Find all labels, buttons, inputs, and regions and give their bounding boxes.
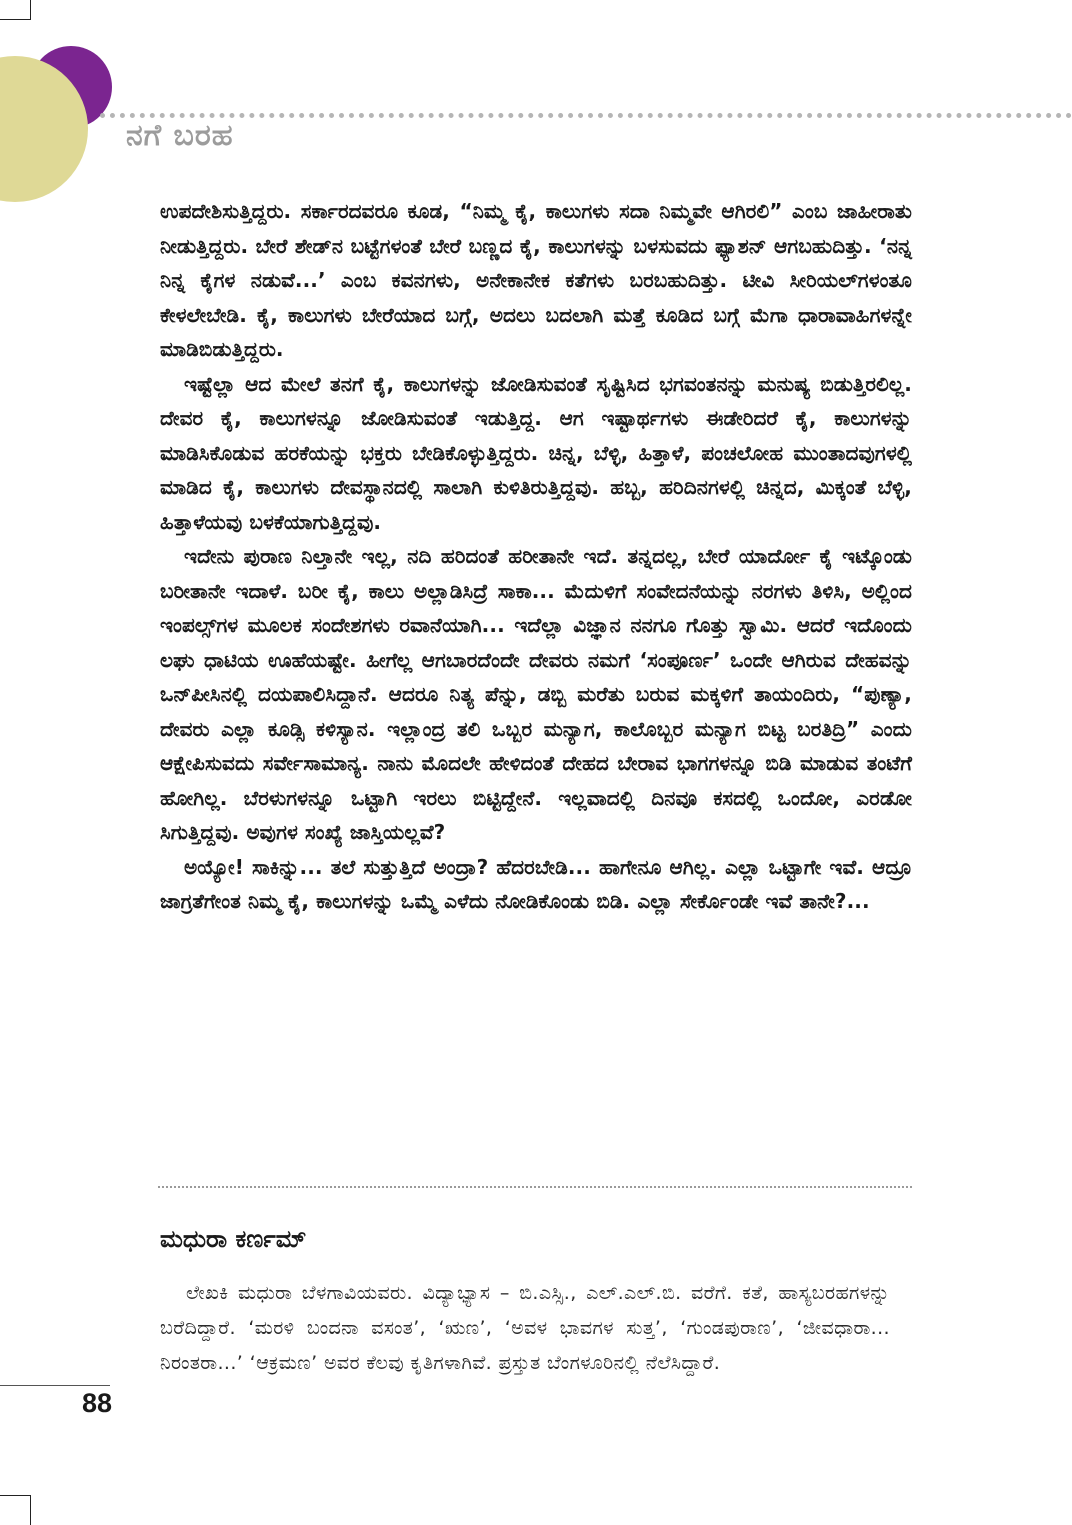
crop-mark-top-horizontal: [0, 19, 31, 20]
crop-mark-bottom-horizontal: [0, 1495, 31, 1496]
page-number-rule: [0, 1385, 110, 1386]
crop-mark-bottom-vertical: [30, 1495, 31, 1525]
article-paragraph: ಇದೇನು ಪುರಾಣ ನಿಲ್ತಾನೇ ಇಲ್ಲ, ನದಿ ಹರಿದಂತೆ ಹರೀತಾನೇ ಇದೆ. ತನ್ನದಲ್ಲ, ಬೇರೆ ಯಾರ್ದೋ ಕೈ ಇಟ್ಕೊಂಡು ಬರೀತಾನೇ ಇದಾಳೆ. ಬರೀ ಕೈ, ಕಾಲು ಅಲ್ಲಾಡಿಸಿದ್ರೆ ಸಾಕಾ... ಮೆದುಳಿಗೆ ಸಂವೇದನೆಯನ್ನು ನರಗಳು ತಿಳಿಸಿ, ಅಲ್ಲಿಂದ ಇಂಪಲ್ಸ್‌ಗಳ ಮೂಲಕ ಸಂದೇಶಗಳು ರವಾನೆಯಾಗಿ... ಇದೆಲ್ಲಾ ವಿಜ್ಞಾನ ನನಗೂ ಗೊತ್ತು ಸ್ವಾಮಿ. ಆದರೆ ಇದೊಂದು ಲಘು ಧಾಟಿಯ ಊಹೆಯಷ್ಟೇ. ಹೀಗೆಲ್ಲ ಆಗಬಾರದೆಂದೇ ದೇವರು ನಮಗೆ ‘ಸಂಪೂರ್ಣ’ ಒಂದೇ ಆಗಿರುವ ದೇಹವನ್ನು ಒನ್‌ಪೀಸಿನಲ್ಲಿ ದಯಪಾಲಿಸಿದ್ದಾನೆ. ಆದರೂ ನಿತ್ಯ ಪೆನ್ನು, ಡಬ್ಬಿ ಮರೆತು ಬರುವ ಮಕ್ಕಳಿಗೆ ತಾಯಂದಿರು, “ಪುಣ್ಯಾ, ದೇವರು ಎಲ್ಲಾ ಕೂಡ್ಸಿ ಕಳಿಸ್ಯಾನ. ಇಲ್ಲಾಂದ್ರ ತಲಿ ಒಬ್ಬರ ಮನ್ಯಾಗ, ಕಾಲೊಬ್ಬರ ಮನ್ಯಾಗ ಬಿಟ್ಟ ಬರತಿದ್ರಿ” ಎಂದು ಆಕ್ಷೇಪಿಸುವದು ಸರ್ವೇಸಾಮಾನ್ಯ. ನಾನು ಮೊದಲೇ ಹೇಳಿದಂತೆ ದೇಹದ ಬೇರಾವ ಭಾಗಗಳನ್ನೂ ಬಿಡಿ ಮಾಡುವ ತಂಟೆಗೆ ಹೋಗಿಲ್ಲ. ಬೆರಳುಗಳನ್ನೂ ಒಟ್ಟಾಗಿ ಇರಲು ಬಿಟ್ಟಿದ್ದೇನೆ. ಇಲ್ಲವಾದಲ್ಲಿ ದಿನವೂ ಕಸದಲ್ಲಿ ಒಂದೋ, ಎರಡೋ ಸಿಗುತ್ತಿದ್ದವು. ಅವುಗಳ ಸಂಖ್ಯೆ ಜಾಸ್ತಿಯಲ್ಲವೆ?: [160, 544, 912, 844]
article-body: [160, 194, 912, 919]
article-paragraph: ಇಷ್ಟೆಲ್ಲಾ ಆದ ಮೇಲೆ ತನಗೆ ಕೈ, ಕಾಲುಗಳನ್ನು ಜೋಡಿಸುವಂತೆ ಸೃಷ್ಟಿಸಿದ ಭಗವಂತನನ್ನು ಮನುಷ್ಯ ಬಿಡುತ್ತಿರಲಿಲ್ಲ. ದೇವರ ಕೈ, ಕಾಲುಗಳನ್ನೂ ಜೋಡಿಸುವಂತೆ ಇಡುತ್ತಿದ್ದ. ಆಗ ಇಷ್ಟಾರ್ಥಗಳು ಈಡೇರಿದರೆ ಕೈ, ಕಾಲುಗಳನ್ನು ಮಾಡಿಸಿಕೊಡುವ ಹರಕೆಯನ್ನು ಭಕ್ತರು ಬೇಡಿಕೊಳ್ಳುತ್ತಿದ್ದರು. ಚಿನ್ನ, ಬೆಳ್ಳಿ, ಹಿತ್ತಾಳೆ, ಪಂಚಲೋಹ ಮುಂತಾದವುಗಳಲ್ಲಿ ಮಾಡಿದ ಕೈ, ಕಾಲುಗಳು ದೇವಸ್ಥಾನದಲ್ಲಿ ಸಾಲಾಗಿ ಕುಳಿತಿರುತ್ತಿದ್ದವು. ಹಬ್ಬ, ಹರಿದಿನಗಳಲ್ಲಿ ಚಿನ್ನದ, ಮಿಕ್ಕಂತೆ ಬೆಳ್ಳಿ, ಹಿತ್ತಾಳೆಯವು ಬಳಕೆಯಾಗುತ್ತಿದ್ದವು.: [160, 371, 912, 534]
article-paragraph: ಅಯ್ಯೋ! ಸಾಕಿನ್ನು... ತಲೆ ಸುತ್ತುತ್ತಿದೆ ಅಂದ್ರಾ? ಹೆದರಬೇಡಿ... ಹಾಗೇನೂ ಆಗಿಲ್ಲ. ಎಲ್ಲಾ ಒಟ್ಟಾಗೇ ಇವೆ. ಆದ್ರೂ ಜಾಗ್ರತೆಗೇಂತ ನಿಮ್ಮ ಕೈ, ಕಾಲುಗಳನ್ನು ಒಮ್ಮೆ ಎಳೆದು ನೋಡಿಕೊಂಡು ಬಿಡಿ. ಎಲ್ಲಾ ಸೇರ್ಕೊಂಡೇ ಇವೆ ತಾನೇ?...: [160, 854, 912, 913]
section-title: ನಗೆ ಬರಹ: [126, 118, 234, 153]
crop-mark-top-vertical: [30, 0, 31, 20]
section-dotted-divider: [158, 1186, 912, 1188]
page-number: 88: [82, 1388, 113, 1418]
author-bio: ಲೇಖಕಿ ಮಧುರಾ ಬೆಳಗಾವಿಯವರು. ವಿದ್ಯಾಭ್ಯಾಸ – ಬಿ.ಎಸ್ಸಿ., ಎಲ್.ಎಲ್.ಬಿ. ವರೆಗೆ. ಕತೆ, ಹಾಸ್ಯಬರಹಗಳನ್ನು ಬರೆದಿದ್ದಾರೆ. ‘ಮರಳಿ ಬಂದನಾ ವಸಂತ’, ‘ಋಣ’, ‘ಅವಳ ಭಾವಗಳ ಸುತ್ತ’, ‘ಗುಂಡಪುರಾಣ’, ‘ಜೀವಧಾರಾ... ನಿರಂತರಾ...’ ‘ಆಕ್ರಮಣ’ ಅವರ ಕೆಲವು ಕೃತಿಗಳಾಗಿವೆ. ಪ್ರಸ್ತುತ ಬೆಂಗಳೂರಿನಲ್ಲಿ ನೆಲೆಸಿದ್ದಾರೆ.: [160, 1282, 890, 1374]
author-name: ಮಧುರಾ ಕರ್ಣಮ್: [160, 1225, 307, 1253]
header-dotted-rule: [100, 113, 1072, 118]
article-paragraph: ಉಪದೇಶಿಸುತ್ತಿದ್ದರು. ಸರ್ಕಾರದವರೂ ಕೂಡ, “ನಿಮ್ಮ ಕೈ, ಕಾಲುಗಳು ಸದಾ ನಿಮ್ಮವೇ ಆಗಿರಲಿ” ಎಂಬ ಜಾಹೀರಾತು ನೀಡುತ್ತಿದ್ದರು. ಬೇರೆ ಶೇಡ್‌ನ ಬಟ್ಟೆಗಳಂತೆ ಬೇರೆ ಬಣ್ಣದ ಕೈ, ಕಾಲುಗಳನ್ನು ಬಳಸುವದು ಫ್ಯಾಶನ್ ಆಗಬಹುದಿತ್ತು. ‘ನನ್ನ ನಿನ್ನ ಕೈಗಳ ನಡುವೆ...’ ಎಂಬ ಕವನಗಳು, ಅನೇಕಾನೇಕ ಕತೆಗಳು ಬರಬಹುದಿತ್ತು. ಟೀವಿ ಸೀರಿಯಲ್‌ಗಳಂತೂ ಕೇಳಲೇಬೇಡಿ. ಕೈ, ಕಾಲುಗಳು ಬೇರೆಯಾದ ಬಗ್ಗೆ, ಅದಲು ಬದಲಾಗಿ ಮತ್ತೆ ಕೂಡಿದ ಬಗ್ಗೆ ಮೆಗಾ ಧಾರಾವಾಹಿಗಳನ್ನೇ ಮಾಡಿಬಿಡುತ್ತಿದ್ದರು.: [160, 199, 912, 361]
